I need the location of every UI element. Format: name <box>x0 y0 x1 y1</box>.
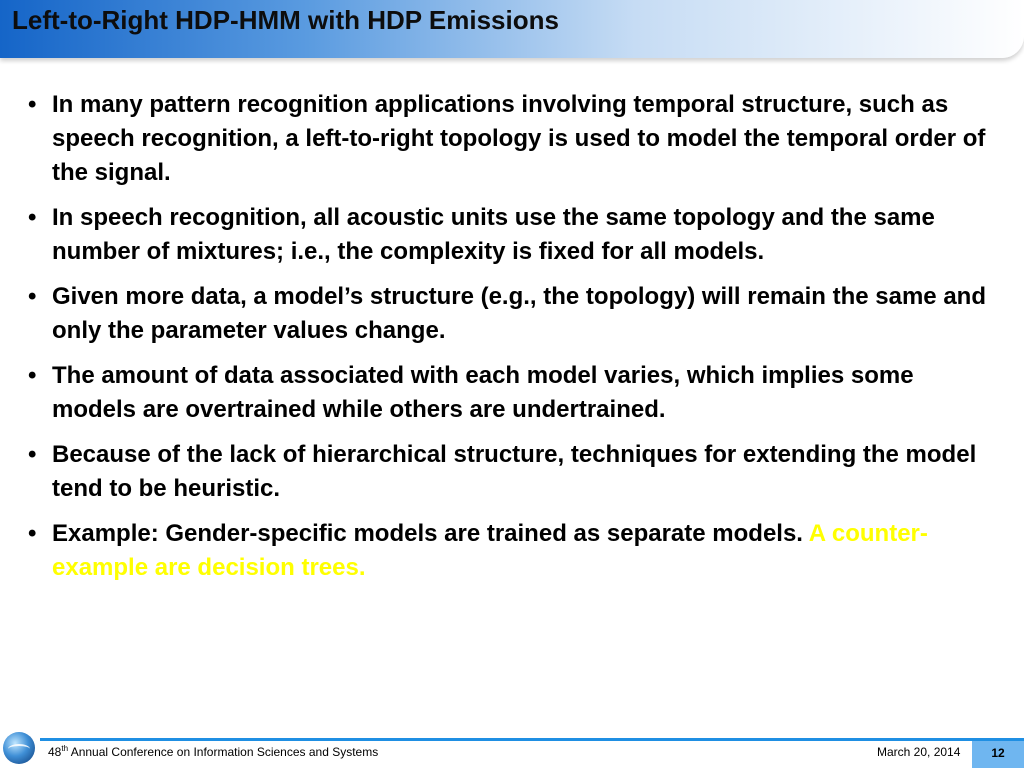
conference-ordinal: 48 <box>48 745 62 759</box>
bullet-dot: • <box>28 283 37 310</box>
bullet-item <box>28 88 994 190</box>
bullet-item <box>28 517 994 585</box>
bullet-text: In many pattern recognition applications involving temporal structure, such as speech recognition, a left-to-right topology is used to model the temporal order of the signal. <box>52 91 986 186</box>
bullet-item <box>28 201 994 269</box>
footer <box>0 732 1024 768</box>
highlighted-text: A counter-example are decision trees. <box>52 520 928 581</box>
bullet-dot: • <box>28 520 37 547</box>
bullet-text: Example: Gender-specific models are trained as separate models. <box>52 520 803 547</box>
bullet-item <box>28 280 994 348</box>
bullet-list <box>28 88 994 596</box>
bullet-text: The amount of data associated with each model varies, which implies some models are overtrained while others are undertrained. <box>52 362 914 423</box>
title-bar <box>0 0 1024 58</box>
bullet-item <box>28 359 994 427</box>
slide-title: Left-to-Right HDP-HMM with HDP Emissions <box>12 5 559 35</box>
conference-title: Annual Conference on Information Sciences and Systems <box>70 745 379 759</box>
bullet-dot: • <box>28 204 37 231</box>
bullet-text: Given more data, a model’s structure (e.g., the topology) will remain the same and only the parameter values change. <box>52 283 986 344</box>
page-number: 12 <box>991 746 1005 760</box>
bullet-dot: • <box>28 91 37 118</box>
globe-logo-icon <box>3 732 35 764</box>
presentation-date: March 20, 2014 <box>877 745 961 759</box>
conference-name <box>48 745 378 759</box>
footer-divider <box>40 738 1024 741</box>
bullet-item <box>28 438 994 506</box>
bullet-dot: • <box>28 441 37 468</box>
bullet-text: Because of the lack of hierarchical structure, techniques for extending the model tend to be heuristic. <box>52 441 977 502</box>
conference-ordinal-suffix: th <box>61 744 69 753</box>
bullet-dot: • <box>28 362 37 389</box>
page-number-box <box>972 741 1024 768</box>
bullet-text: In speech recognition, all acoustic units use the same topology and the same number of mixtures; i.e., the complexity is fixed for all models. <box>52 204 935 265</box>
globe-wave-decoration <box>8 744 30 754</box>
